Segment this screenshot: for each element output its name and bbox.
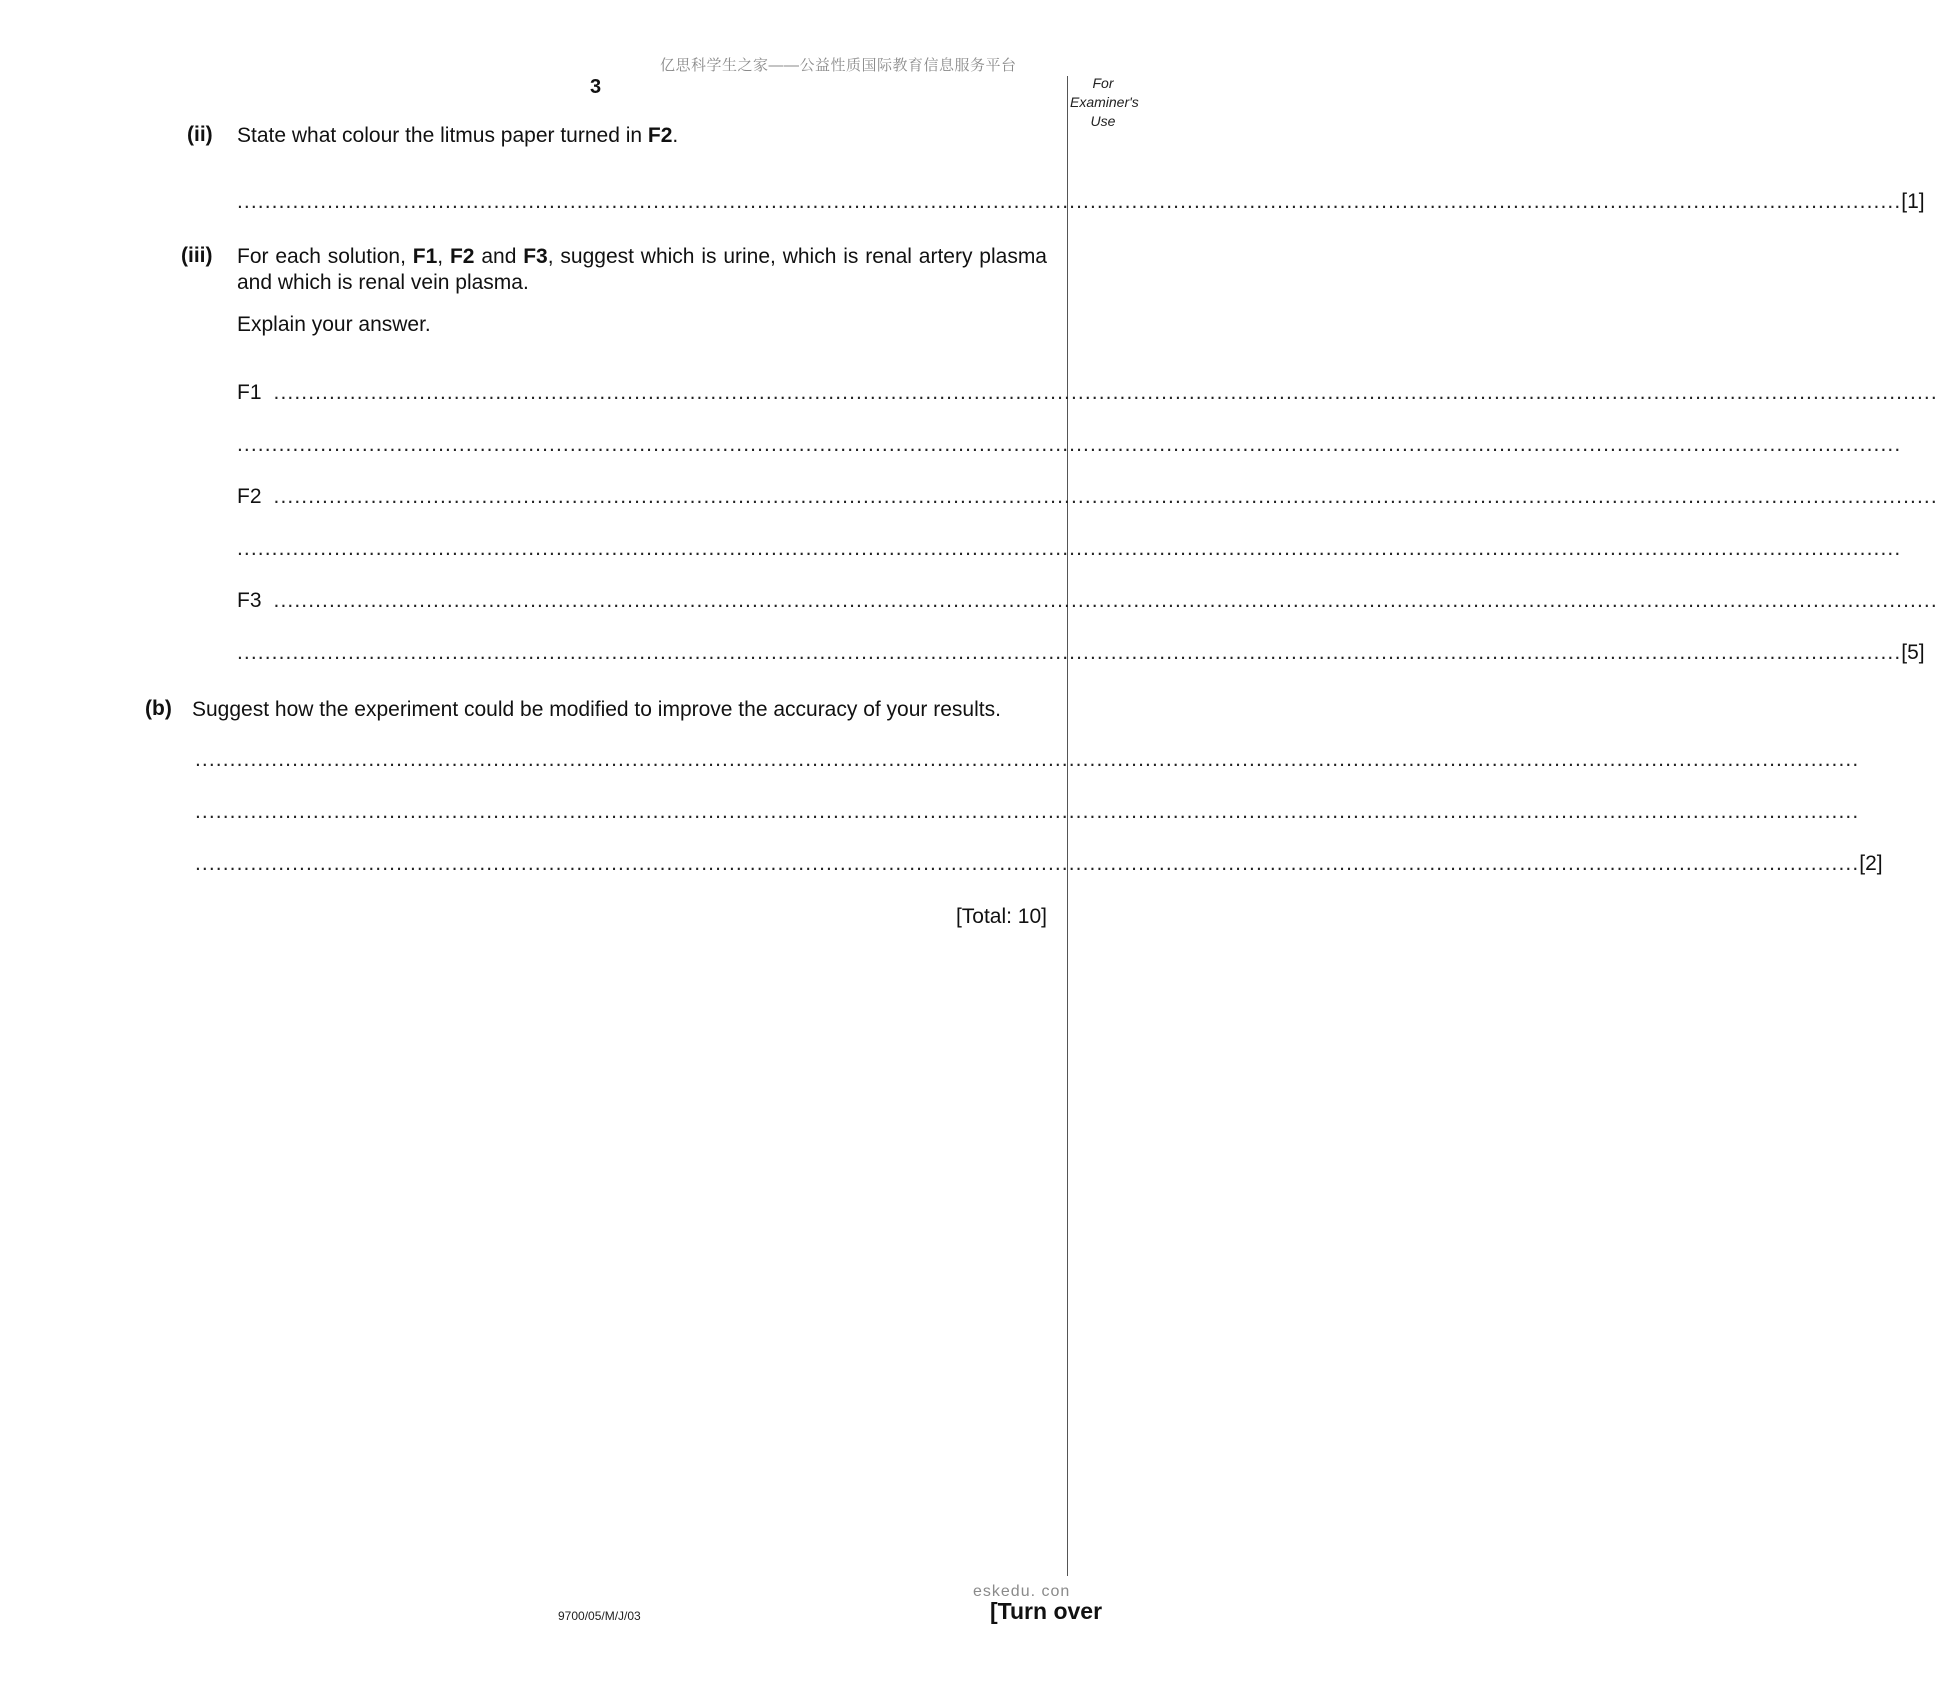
question-text-segment: .: [672, 124, 679, 147]
question-number-ii: (ii): [187, 123, 213, 146]
question-text-segment: , suggest which is urine, which is renal artery plasma and which is renal vein plasma.: [237, 245, 1047, 294]
answer-line-f3-continued[interactable]: [237, 641, 1925, 665]
answer-line-b-1[interactable]: [195, 748, 1860, 772]
question-text-segment: ,: [437, 245, 450, 268]
examiner-label-line: For: [1092, 75, 1114, 91]
answer-line-f1-continued[interactable]: [237, 433, 1902, 457]
examiner-use-label: [1070, 74, 1139, 131]
dotted-answer-line: ................................................................................................................................................................................................................................................: [237, 537, 1902, 560]
answer-line-b-2[interactable]: [195, 800, 1860, 824]
question-text-segment: State what colour the litmus paper turned in: [237, 124, 648, 147]
watermark-top: 亿思科学生之家——公益性质国际教育信息服务平台: [660, 57, 1017, 74]
dotted-answer-line: ................................................................................................................................................................................................................................................: [237, 641, 1902, 664]
solution-label: F2: [647, 124, 673, 147]
dotted-answer-line: ................................................................................................................................................................................................................................................: [273, 381, 1938, 404]
dotted-answer-line: ................................................................................................................................................................................................................................................: [195, 852, 1860, 875]
question-text-b: Suggest how the experiment could be modified to improve the accuracy of your results.: [192, 698, 1001, 721]
turn-over-label: [Turn over: [990, 1598, 1103, 1624]
answer-label-f3: F3: [237, 589, 262, 612]
page-number: 3: [590, 76, 602, 98]
answer-label-f1: F1: [237, 381, 262, 404]
solution-label: F2: [449, 245, 475, 268]
dotted-answer-line: ................................................................................................................................................................................................................................................: [195, 800, 1860, 823]
mark-allocation: [1]: [1901, 190, 1925, 213]
total-marks: [Total: 10]: [955, 905, 1047, 928]
answer-line-f3[interactable]: [237, 589, 1938, 613]
paper-code: 9700/05/M/J/03: [558, 1609, 641, 1623]
question-number-iii: (iii): [181, 244, 213, 267]
answer-label-f2: F2: [237, 485, 262, 508]
dotted-answer-line: ................................................................................................................................................................................................................................................: [195, 748, 1860, 771]
dotted-answer-line: ................................................................................................................................................................................................................................................: [237, 190, 1902, 213]
solution-label: F3: [523, 245, 548, 268]
explain-instruction: Explain your answer.: [237, 313, 431, 336]
answer-line-f1[interactable]: [237, 381, 1938, 405]
answer-line-ii[interactable]: [237, 190, 1925, 214]
answer-line-f2[interactable]: [237, 485, 1938, 509]
answer-line-f2-continued[interactable]: [237, 537, 1902, 561]
dotted-answer-line: ................................................................................................................................................................................................................................................: [273, 589, 1938, 612]
dotted-answer-line: ................................................................................................................................................................................................................................................: [273, 485, 1938, 508]
answer-line-b-3[interactable]: [195, 852, 1883, 876]
examiner-label-line: Use: [1090, 113, 1116, 129]
question-text-segment: For each solution,: [237, 245, 413, 268]
question-number-b: (b): [145, 697, 172, 720]
mark-allocation: [2]: [1859, 852, 1883, 875]
solution-label: F1: [412, 245, 438, 268]
question-text-segment: and: [474, 245, 524, 268]
dotted-answer-line: ................................................................................................................................................................................................................................................: [237, 433, 1902, 456]
watermark-bottom: eskedu. con: [973, 1583, 1071, 1600]
question-text-ii: [237, 123, 1047, 149]
examiner-label-line: Examiner's: [1070, 94, 1139, 110]
question-text-iii: [237, 244, 1047, 296]
mark-allocation: [5]: [1901, 641, 1925, 664]
examiner-margin-rule: [1067, 76, 1068, 1576]
